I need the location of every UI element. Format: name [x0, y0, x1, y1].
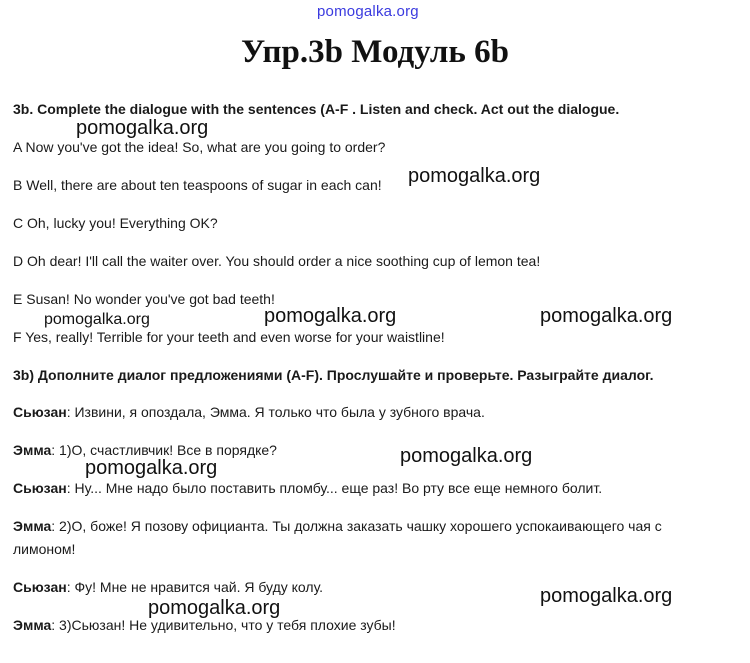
dialogue-line [13, 579, 323, 595]
dialogue-line-continued [13, 541, 75, 557]
dialogue-text: : Фу! Мне не нравится чай. Я буду колу. [66, 579, 324, 595]
task-russian: 3b) Дополните диалог предложениями (A-F). Прослушайте и проверьте. Разыграйте диалог. [13, 367, 654, 383]
speaker-name: Эмма [13, 442, 52, 458]
sentence-f: F Yes, really! Terrible for your teeth and even worse for your waistline! [13, 329, 445, 345]
sentence-e: E Susan! No wonder you've got bad teeth! [13, 291, 275, 307]
dialogue-text: : Ну... Мне надо было поставить пломбу... еще раз! Во рту все еще немного болит. [66, 480, 603, 496]
watermark: pomogalka.org [264, 305, 397, 327]
speaker-name: Сьюзан [13, 404, 67, 420]
watermark: pomogalka.org [76, 117, 209, 139]
sentence-b: B Well, there are about ten teaspoons of sugar in each can! [13, 177, 382, 193]
dialogue-text: : 1)О, счастливчик! Все в порядке? [51, 442, 277, 458]
sentence-c: C Oh, lucky you! Everything OK? [13, 215, 218, 231]
watermark: pomogalka.org [400, 445, 533, 467]
watermark: pomogalka.org [540, 585, 673, 607]
watermark: pomogalka.org [148, 597, 281, 619]
speaker-name: Эмма [13, 617, 52, 633]
task-english: 3b. Complete the dialogue with the sentences (A-F . Listen and check. Act out the dialogue. [13, 101, 620, 117]
dialogue-line [13, 480, 602, 496]
dialogue-text: лимоном! [13, 541, 76, 557]
dialogue-text: : 3)Сьюзан! Не удивительно, что у тебя плохие зубы! [51, 617, 396, 633]
dialogue-line [13, 518, 662, 534]
dialogue-line [13, 404, 485, 420]
page-title: Упр.3b Модуль 6b [241, 34, 509, 70]
speaker-name: Сьюзан [13, 579, 67, 595]
dialogue-line [13, 442, 277, 458]
sentence-d: D Oh dear! I'll call the waiter over. You should order a nice soothing cup of lemon tea! [13, 253, 541, 269]
watermark: pomogalka.org [540, 305, 673, 327]
sentence-a: A Now you've got the idea! So, what are you going to order? [13, 139, 386, 155]
dialogue-text: : Извини, я опоздала, Эмма. Я только что была у зубного врача. [66, 404, 485, 420]
watermark-top: pomogalka.org [317, 3, 419, 20]
watermark: pomogalka.org [408, 165, 541, 187]
watermark: pomogalka.org [85, 457, 218, 479]
dialogue-text: : 2)О, боже! Я позову официанта. Ты должна заказать чашку хорошего успокаивающего чая с [51, 518, 662, 534]
speaker-name: Эмма [13, 518, 52, 534]
watermark: pomogalka.org [44, 311, 150, 328]
speaker-name: Сьюзан [13, 480, 67, 496]
